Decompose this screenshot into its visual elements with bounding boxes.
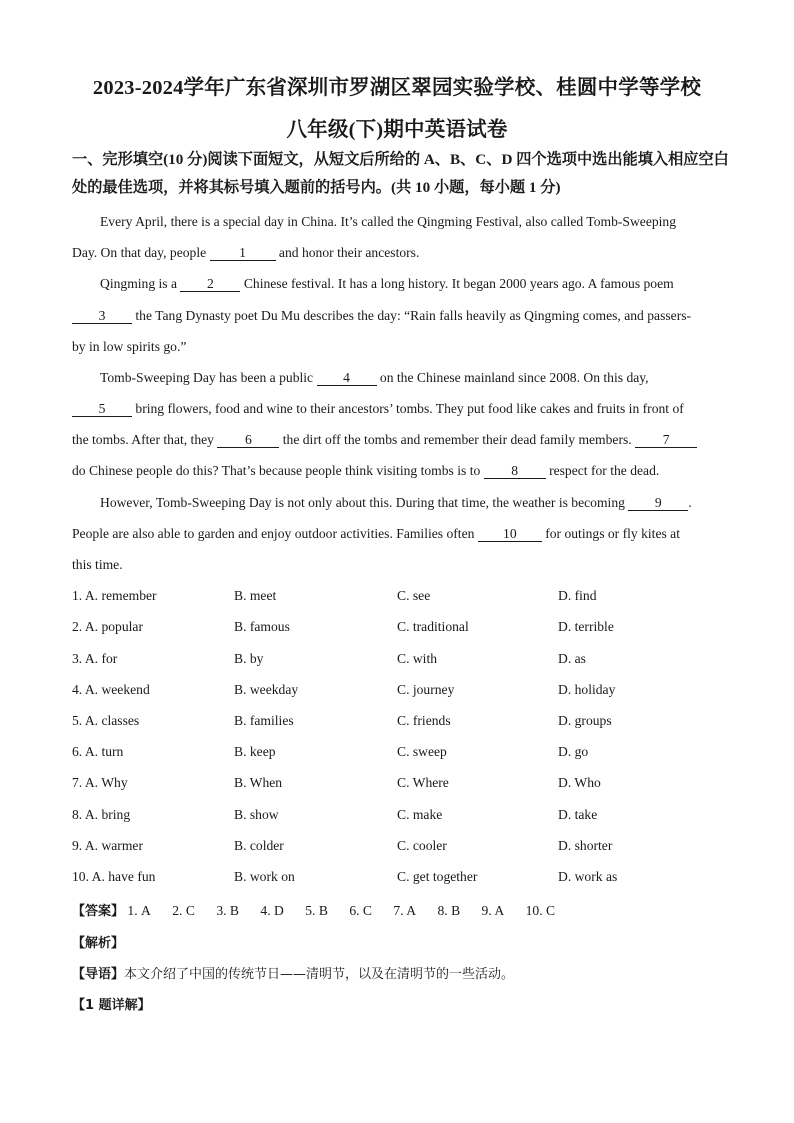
passage-text: this time. xyxy=(72,557,123,572)
option-row xyxy=(72,744,732,764)
option-row xyxy=(72,713,732,733)
option-a: 5. A. classes xyxy=(72,713,140,728)
option-b: B. When xyxy=(234,775,283,790)
passage-line xyxy=(72,432,722,448)
detail-tag: 【1 题详解】 xyxy=(72,998,151,1013)
option-c: C. get together xyxy=(397,869,478,884)
option-d: D. take xyxy=(558,807,598,822)
answer-item: 5. B xyxy=(305,903,328,918)
option-row xyxy=(72,775,732,795)
option-a: 6. A. turn xyxy=(72,744,124,759)
option-a: 2. A. popular xyxy=(72,619,143,634)
option-row xyxy=(72,807,732,827)
passage-text: the tombs. After that, they xyxy=(72,432,218,447)
option-row xyxy=(72,619,732,639)
passage-text: People are also able to garden and enjoy outdoor activities. Families often xyxy=(72,526,478,541)
option-d: D. as xyxy=(558,651,586,666)
passage-text: by in low spirits go.” xyxy=(72,339,187,354)
passage-text: Qingming is a xyxy=(100,276,181,291)
blank-1: 1 xyxy=(210,246,276,261)
option-c: C. traditional xyxy=(397,619,469,634)
option-c: C. cooler xyxy=(397,838,447,853)
option-c: C. Where xyxy=(397,775,449,790)
option-c: C. friends xyxy=(397,713,451,728)
option-c: C. see xyxy=(397,588,431,603)
option-d: D. go xyxy=(558,744,589,759)
option-d: D. find xyxy=(558,588,597,603)
option-d: D. terrible xyxy=(558,619,614,634)
passage-line xyxy=(72,339,722,355)
option-b: B. weekday xyxy=(234,682,299,697)
option-d: D. work as xyxy=(558,869,618,884)
option-d: D. groups xyxy=(558,713,612,728)
option-d: D. Who xyxy=(558,775,601,790)
passage-text: on the Chinese mainland since 2008. On this day, xyxy=(376,370,649,385)
answer-item: 7. A xyxy=(393,903,417,918)
passage-text: However, Tomb-Sweeping Day is not only about this. During that time, the weather is becoming xyxy=(100,495,629,510)
answer-item: 2. C xyxy=(172,903,195,918)
answer-item: 4. D xyxy=(260,903,284,918)
option-a: 8. A. bring xyxy=(72,807,131,822)
passage-line xyxy=(72,401,722,417)
passage-line xyxy=(100,214,750,230)
analysis-tag: 【解析】 xyxy=(72,936,125,951)
answer-item: 10. C xyxy=(525,903,556,918)
blank-8: 8 xyxy=(484,464,546,479)
option-b: B. by xyxy=(234,651,264,666)
guide-tag: 【导语】 xyxy=(72,967,125,982)
passage-line xyxy=(100,495,750,511)
passage-text: respect for the dead. xyxy=(545,463,660,478)
option-d: D. holiday xyxy=(558,682,616,697)
blank-5: 5 xyxy=(72,402,132,417)
blank-3: 3 xyxy=(72,309,132,324)
passage-line xyxy=(72,557,722,573)
answer-item: 8. B xyxy=(437,903,461,918)
option-a: 1. A. remember xyxy=(72,588,157,603)
option-a: 3. A. for xyxy=(72,651,118,666)
option-b: B. show xyxy=(234,807,279,822)
blank-4: 4 xyxy=(317,371,377,386)
answer-item: 1. A xyxy=(127,903,151,918)
guide-section xyxy=(72,963,514,982)
option-a: 7. A. Why xyxy=(72,775,128,790)
option-b: B. families xyxy=(234,713,294,728)
passage-line xyxy=(100,370,750,386)
option-a: 9. A. warmer xyxy=(72,838,143,853)
passage-text: Tomb-Sweeping Day has been a public xyxy=(100,370,317,385)
passage-text: Every April, there is a special day in China. It’s called the Qingming Festival, also called Tomb-Sweeping xyxy=(100,214,677,229)
passage-text: for outings or fly kites at xyxy=(541,526,680,541)
passage-line xyxy=(72,463,722,479)
option-b: B. colder xyxy=(234,838,284,853)
blank-9: 9 xyxy=(628,496,688,511)
answer-item: 3. B xyxy=(216,903,239,918)
exam-title-line1: 2023-2024学年广东省深圳市罗湖区翠园实验学校、桂圆中学等学校 xyxy=(92,77,702,99)
option-d: D. shorter xyxy=(558,838,613,853)
exam-title-line2: 八年级(下)期中英语试卷 xyxy=(286,119,508,141)
passage-line xyxy=(72,245,722,261)
option-row xyxy=(72,651,732,671)
detail-section xyxy=(72,994,151,1013)
answer-item: 9. A xyxy=(481,903,505,918)
passage-text: . xyxy=(688,495,692,510)
answer-line xyxy=(72,900,573,919)
guide-text: 本文介绍了中国的传统节日——清明节，以及在清明节的一些活动。 xyxy=(124,967,515,982)
analysis-section xyxy=(72,932,124,951)
passage-text: Chinese festival. It has a long history. It began 2000 years ago. A famous poem xyxy=(240,276,674,291)
blank-6: 6 xyxy=(217,433,279,448)
blank-10: 10 xyxy=(478,527,542,542)
section1-heading: 一、完形填空(10 分)阅读下面短文，从短文后所给的 A、B、C、D 四个选项中选出能填入相应空白处的最佳选项，并将其标号填入题前的括号内。(共 10 小题，每小题 1 分) xyxy=(72,151,729,196)
option-row xyxy=(72,869,732,889)
option-row xyxy=(72,588,732,608)
passage-text: and honor their ancestors. xyxy=(275,245,420,260)
option-b: B. work on xyxy=(234,869,295,884)
passage-line xyxy=(72,308,722,324)
passage-line xyxy=(100,276,750,292)
option-c: C. sweep xyxy=(397,744,447,759)
option-row xyxy=(72,682,732,702)
passage-text: Day. On that day, people xyxy=(72,245,210,260)
passage-text: the dirt off the tombs and remember their dead family members. xyxy=(279,432,636,447)
passage-line xyxy=(72,526,722,542)
blank-2: 2 xyxy=(180,277,240,292)
option-c: C. journey xyxy=(397,682,455,697)
passage-text: the Tang Dynasty poet Du Mu describes the day: “Rain falls heavily as Qingming comes, and passers- xyxy=(132,308,692,323)
answer-item: 6. C xyxy=(349,903,372,918)
option-c: C. make xyxy=(397,807,443,822)
option-b: B. famous xyxy=(234,619,290,634)
blank-7: 7 xyxy=(635,433,697,448)
option-a: 4. A. weekend xyxy=(72,682,150,697)
option-c: C. with xyxy=(397,651,438,666)
option-b: B. meet xyxy=(234,588,277,603)
option-b: B. keep xyxy=(234,744,276,759)
option-a: 10. A. have fun xyxy=(72,869,156,884)
passage-text: bring flowers, food and wine to their ancestors’ tombs. They put food like cakes and fruits in front of xyxy=(132,401,684,416)
passage-text: do Chinese people do this? That’s because people think visiting tombs is to xyxy=(72,463,484,478)
option-row xyxy=(72,838,732,858)
answer-tag: 【答案】 xyxy=(72,904,125,919)
